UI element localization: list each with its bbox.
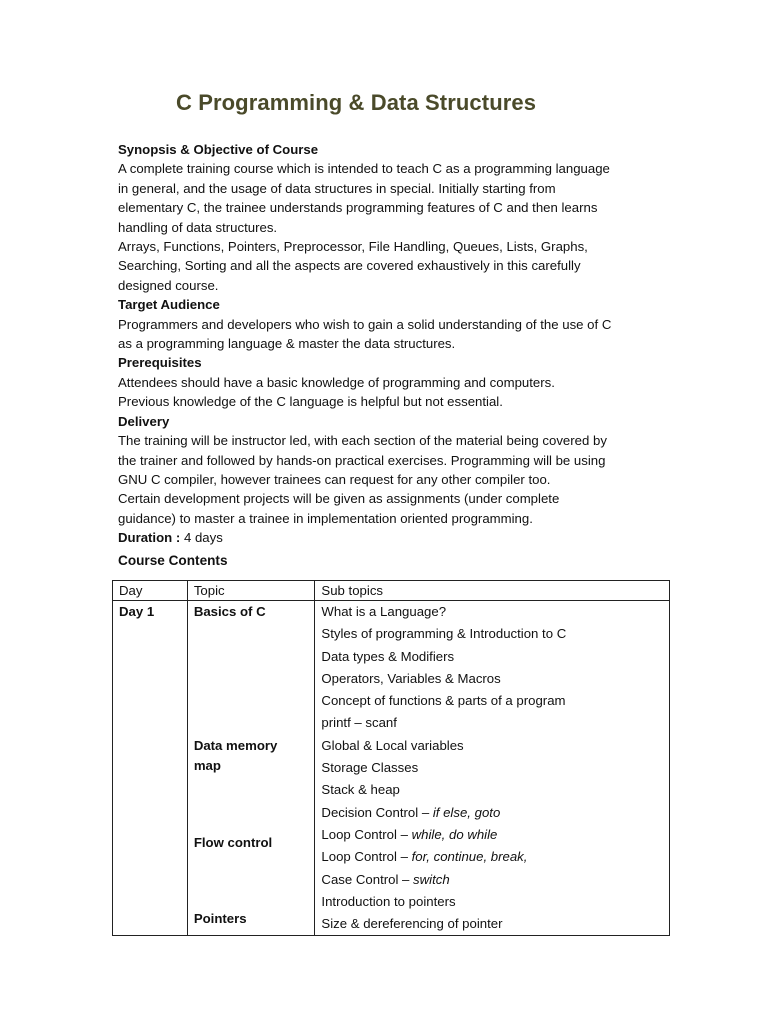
synopsis-line: A complete training course which is intended to teach C as a programming language <box>118 161 610 177</box>
course-contents-table <box>112 580 670 936</box>
day-cell <box>113 601 188 936</box>
column-header-topic: Topic <box>187 581 315 601</box>
target-audience-heading: Target Audience <box>118 297 220 313</box>
target-audience-line: Programmers and developers who wish to gain a solid understanding of the use of C <box>118 316 612 332</box>
synopsis-heading: Synopsis & Objective of Course <box>118 142 319 157</box>
course-description <box>118 140 658 548</box>
table-header-row <box>113 581 670 601</box>
delivery-line: Certain development projects will be given as assignments (under complete <box>118 491 560 507</box>
subtopic-item: printf – scanf <box>321 715 397 731</box>
subtopic-item: Concept of functions & parts of a program <box>321 693 566 709</box>
duration-label: Duration : <box>118 530 181 546</box>
duration-value: 4 days <box>180 530 223 546</box>
delivery-line: the trainer and followed by hands-on practical exercises. Programming will be using <box>118 452 606 468</box>
topic-data-memory: Data memory <box>193 738 278 753</box>
subtopics-cell <box>315 601 670 936</box>
delivery-line: guidance) to master a trainee in implementation oriented programming. <box>118 510 533 526</box>
subtopic-item: Global & Local variables <box>321 737 464 753</box>
synopsis-line: Searching, Sorting and all the aspects are covered exhaustively in this carefully <box>118 258 581 274</box>
synopsis-line: Arrays, Functions, Pointers, Preprocessor, File Handling, Queues, Lists, Graphs, <box>118 239 588 255</box>
page-title: C Programming & Data Structures <box>176 90 537 115</box>
prerequisites-line: Previous knowledge of the C language is helpful but not essential. <box>118 394 503 410</box>
course-contents-heading: Course Contents <box>118 553 228 568</box>
subtopic-item <box>321 869 663 891</box>
subtopic-prefix: Decision Control – <box>321 804 433 820</box>
topic-pointers: Pointers <box>193 911 247 926</box>
subtopic-keywords: if else, goto <box>432 804 501 820</box>
table-row <box>113 601 670 936</box>
column-header-subtopics: Sub topics <box>315 581 670 601</box>
subtopic-item: Styles of programming & Introduction to C <box>321 626 567 642</box>
subtopic-prefix: Case Control – <box>321 871 414 887</box>
day-label: Day 1 <box>119 604 155 619</box>
prerequisites-line: Attendees should have a basic knowledge of programming and computers. <box>118 374 555 390</box>
subtopic-keywords: switch <box>413 871 450 887</box>
subtopic-item: Stack & heap <box>321 782 400 798</box>
delivery-heading: Delivery <box>118 413 170 429</box>
column-header-day: Day <box>113 581 188 601</box>
synopsis-line: designed course. <box>118 277 219 293</box>
subtopic-prefix: Loop Control – <box>321 849 412 865</box>
subtopic-item <box>321 824 663 846</box>
topic-data-memory-map: map <box>193 758 221 773</box>
subtopic-keywords: while, do while <box>411 826 498 842</box>
subtopic-item: Operators, Variables & Macros <box>321 670 501 686</box>
subtopic-item <box>321 846 663 868</box>
subtopic-item: What is a Language? <box>321 604 447 619</box>
subtopic-keywords: for, continue, break, <box>411 849 528 865</box>
topic-flow-control: Flow control <box>193 835 273 850</box>
delivery-line: GNU C compiler, however trainees can request for any other compiler too. <box>118 471 551 487</box>
topic-stack <box>194 601 309 935</box>
subtopic-item: Introduction to pointers <box>321 893 456 909</box>
synopsis-line: elementary C, the trainee understands programming features of C and then learns <box>118 200 598 216</box>
synopsis-line: handling of data structures. <box>118 219 278 235</box>
subtopic-item: Size & dereferencing of pointer <box>321 916 503 932</box>
topic-cell <box>187 601 315 936</box>
subtopic-item: Data types & Modifiers <box>321 648 455 664</box>
duration-line <box>118 528 658 547</box>
synopsis-line: in general, and the usage of data structures in special. Initially starting from <box>118 180 556 196</box>
delivery-line: The training will be instructor led, with each section of the material being covered by <box>118 433 607 449</box>
subtopic-item: Storage Classes <box>321 760 419 776</box>
target-audience-line: as a programming language & master the data structures. <box>118 336 456 352</box>
prerequisites-heading: Prerequisites <box>118 355 202 371</box>
subtopic-prefix: Loop Control – <box>321 826 412 842</box>
subtopic-item <box>321 802 663 824</box>
topic-basics: Basics of C <box>193 604 266 619</box>
